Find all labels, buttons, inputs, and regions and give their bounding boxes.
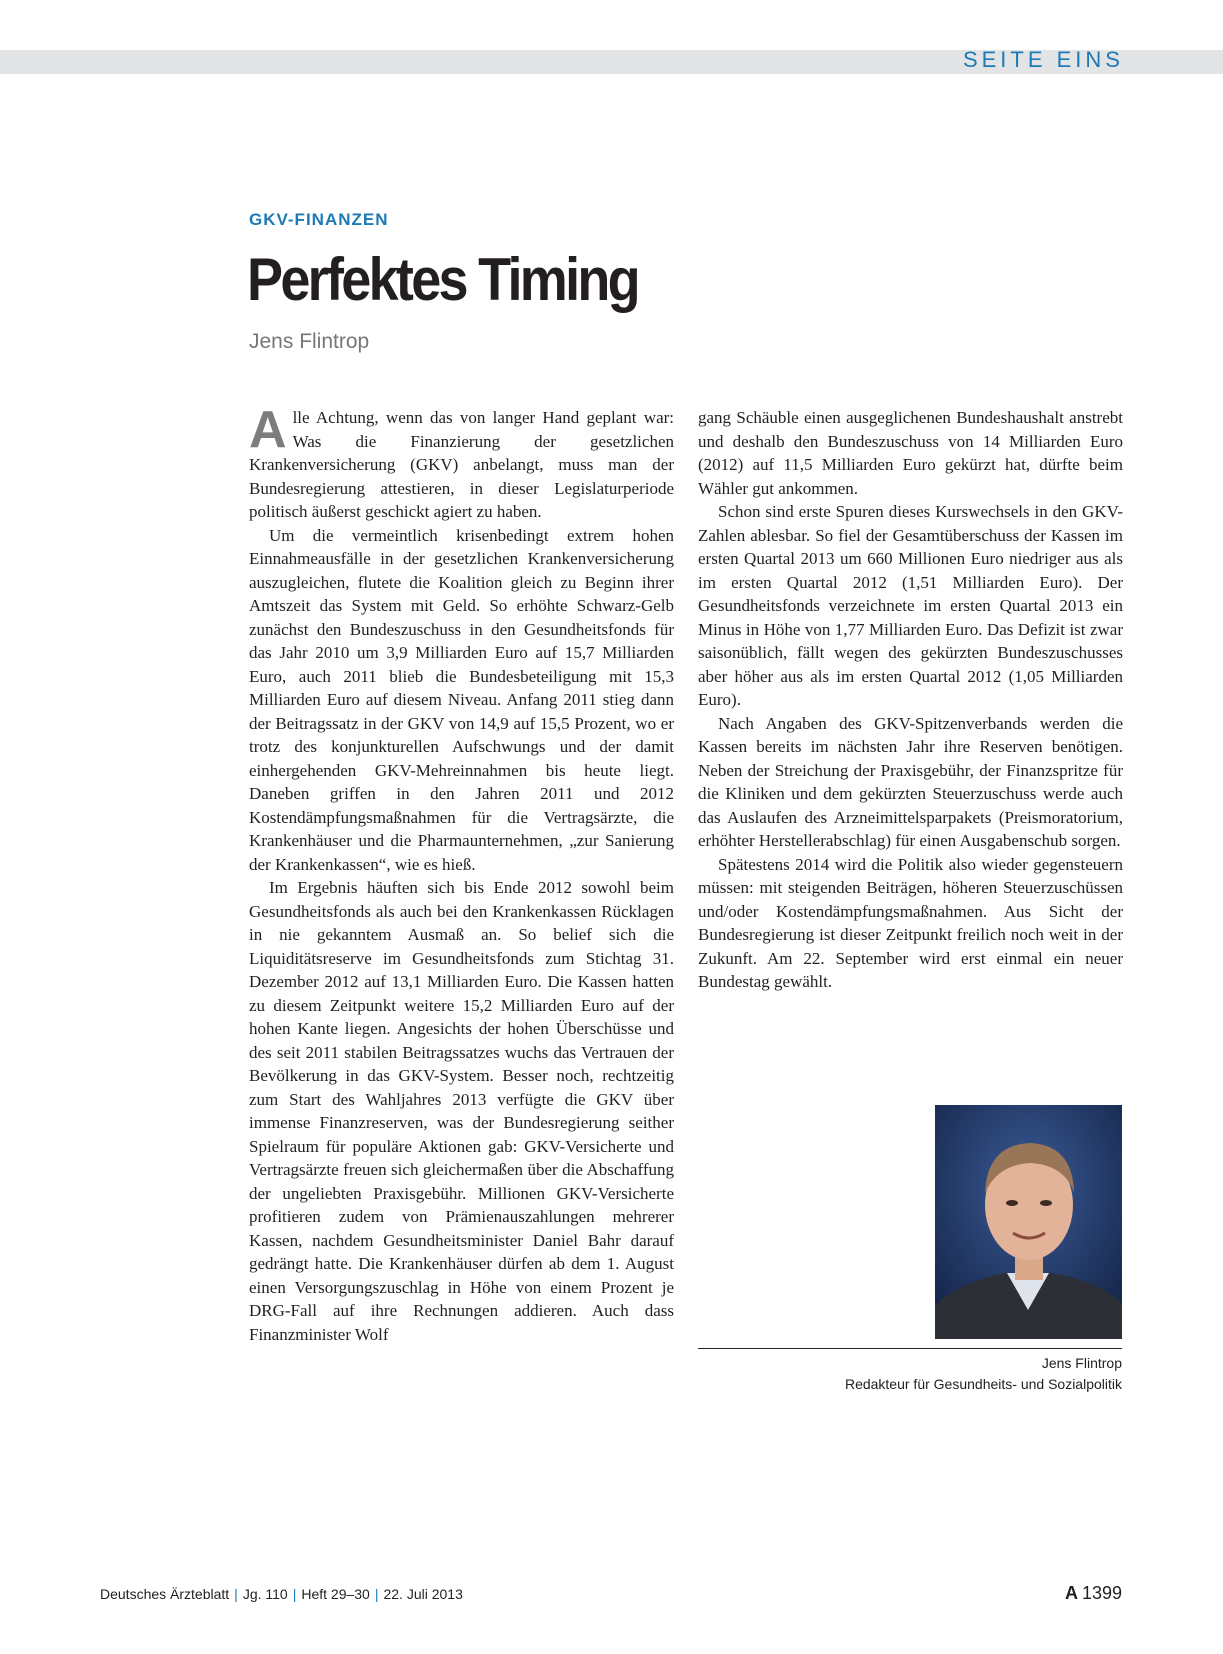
footer-separator: | — [234, 1586, 238, 1602]
paragraph: Im Ergebnis häuften sich bis Ende 2012 sowohl beim Gesundheitsfonds als auch bei den Krankenkassen Rücklagen in nie gekanntem Ausmaß an. So belief sich die Liquiditätsreserve im Gesundheitsfonds zum Stichtag 31. Dezember 2012 auf 13,1 Milliarden Euro. Die Kassen hatten zu diesem Zeitpunkt weitere 15,2 Milliarden Euro auf der hohen Kante liegen. Angesichts der hohen Überschüsse und des seit 2011 stabilen Beitragssatzes wuchs das Vertrauen der Bevölkerung in das GKV-System. Besser noch, rechtzeitig zum Start des Wahljahres 2013 verfügte die GKV über immense Finanzreserven, was der Bundesregierung seither Spielraum für populäre Aktionen gab: GKV-Versicherte und Vertragsärzte freuen sich gleichermaßen über die Abschaffung der ungeliebten Praxisgebühr. Millionen GKV-Versicherte profitieren zudem von Prämienauszahlungen mehrerer Kassen, nachdem Gesundheitsminister Daniel Bahr darauf gedrängt hatte. Die Krankenhäuser dürfen ab dem 1. August einen Versorgungszuschlag in Höhe von einem Prozent je DRG-Fall auf ihre Rechnungen addieren. Auch dass Finanzminister Wolf — [249, 878, 674, 1344]
page-footer — [100, 1586, 463, 1602]
page-number — [1065, 1583, 1122, 1604]
footer-separator: | — [374, 1586, 379, 1602]
footer-separator: | — [292, 1586, 297, 1602]
footer-volume: Jg. 110 — [242, 1586, 288, 1602]
author-photo — [935, 1105, 1122, 1339]
paragraph: Schon sind erste Spuren dieses Kurswechsels in den GKV-Zahlen ablesbar. So fiel der Gesamtüberschuss der Kassen im ersten Quartal 2013 um 660 Millionen Euro niedriger aus als im ersten Quartal 2012 (1,51 Milliarden Euro). Der Gesundheitsfonds verzeichnete im ersten Quartal 2013 ein Minus in Höhe von 1,77 Milliarden Euro. Das Defizit ist zwar saisonüblich, fällt wegen des gekürzten Bundeszuschusses aber höher aus als im ersten Quartal 2012 (1,05 Milliarden Euro). — [698, 502, 1123, 709]
caption-rule — [698, 1348, 1122, 1349]
article-column-right — [698, 406, 1123, 994]
paragraph-text: lle Achtung, wenn das von langer Hand geplant war: Was die Finanzierung der gesetzlichen Krankenversicherung (GKV) anbelangt, muss man der Bundesregierung attestieren, in dieser Legislaturperiode politisch äußerst geschickt agiert zu haben. — [249, 408, 674, 521]
footer-date: 22. Juli 2013 — [383, 1586, 463, 1602]
article-author: Jens Flintrop — [249, 330, 370, 353]
article-headline: Perfektes Timing — [247, 246, 638, 313]
author-portrait-image — [935, 1105, 1122, 1339]
article-column-left — [249, 401, 674, 1346]
caption-role: Redakteur für Gesundheits- und Sozialpolitik — [844, 1376, 1122, 1392]
photo-caption — [845, 1353, 1122, 1395]
section-label: SEITE EINS — [962, 47, 1124, 72]
caption-name: Jens Flintrop — [1041, 1355, 1122, 1371]
footer-publication: Deutsches Ärzteblatt — [100, 1586, 230, 1602]
drop-cap: A — [249, 401, 287, 459]
paragraph: Nach Angaben des GKV-Spitzenverbands werden die Kassen bereits im nächsten Jahr ihre Reserven benötigen. Neben der Streichung der Praxisgebühr, der Finanzspritze für die Kliniken und dem gekürzten Steuerzuschuss werde auch das Auslaufen des Arzneimittelsparpakets (Preismoratorium, erhöhter Herstellerabschlag) für einen Ausgabenschub sorgen. — [698, 713, 1123, 850]
page-prefix: A — [1064, 1583, 1078, 1603]
article-kicker: GKV-FINANZEN — [249, 210, 389, 229]
paragraph: Um die vermeintlich krisenbedingt extrem hohen Einnahmeausfälle in der gesetzlichen Krankenversicherung auszugleichen, flutete die Koalition gleich zu Beginn ihrer Amtszeit das System mit Geld. So erhöhte Schwarz-Gelb zunächst den Bundeszuschuss in den Gesundheitsfonds für das Jahr 2010 um 3,9 Milliarden Euro auf 15,7 Milliarden Euro, auch 2011 blieb die Bundesbeteiligung mit 15,3 Milliarden Euro auf diesem Niveau. Anfang 2011 stieg dann der Beitragssatz in der GKV von 14,9 auf 15,5 Prozent, wo er trotz des konjunkturellen Aufschwungs und der damit einhergehenden GKV-Mehreinnahmen bis heute liegt. Daneben griffen in den Jahren 2011 und 2012 Kostendämpfungsmaßnahmen für die Vertragsärzte, die Krankenhäuser und die Pharmaunternehmen, „zur Sanierung der Krankenkassen“, wie es hieß. — [249, 525, 674, 874]
paragraph: Spätestens 2014 wird die Politik also wieder gegensteuern müssen: mit steigenden Beiträgen, höheren Steuerzuschüssen und/oder Kostendämpfungsmaßnahmen. Aus Sicht der Bundesregierung ist dieser Zeitpunkt freilich noch weit in der Zukunft. Am 22. September wird erst einmal ein neuer Bundestag gewählt. — [698, 854, 1123, 991]
footer-issue: Heft 29–30 — [301, 1586, 370, 1602]
paragraph: gang Schäuble einen ausgeglichenen Bundeshaushalt anstrebt und deshalb den Bundeszuschuss von 14 Milliarden Euro (2012) auf 11,5 Milliarden Euro gekürzt hat, dürfte beim Wähler gut ankommen. — [698, 408, 1123, 498]
page-number-value: 1399 — [1081, 1583, 1122, 1603]
paragraph — [249, 401, 674, 524]
